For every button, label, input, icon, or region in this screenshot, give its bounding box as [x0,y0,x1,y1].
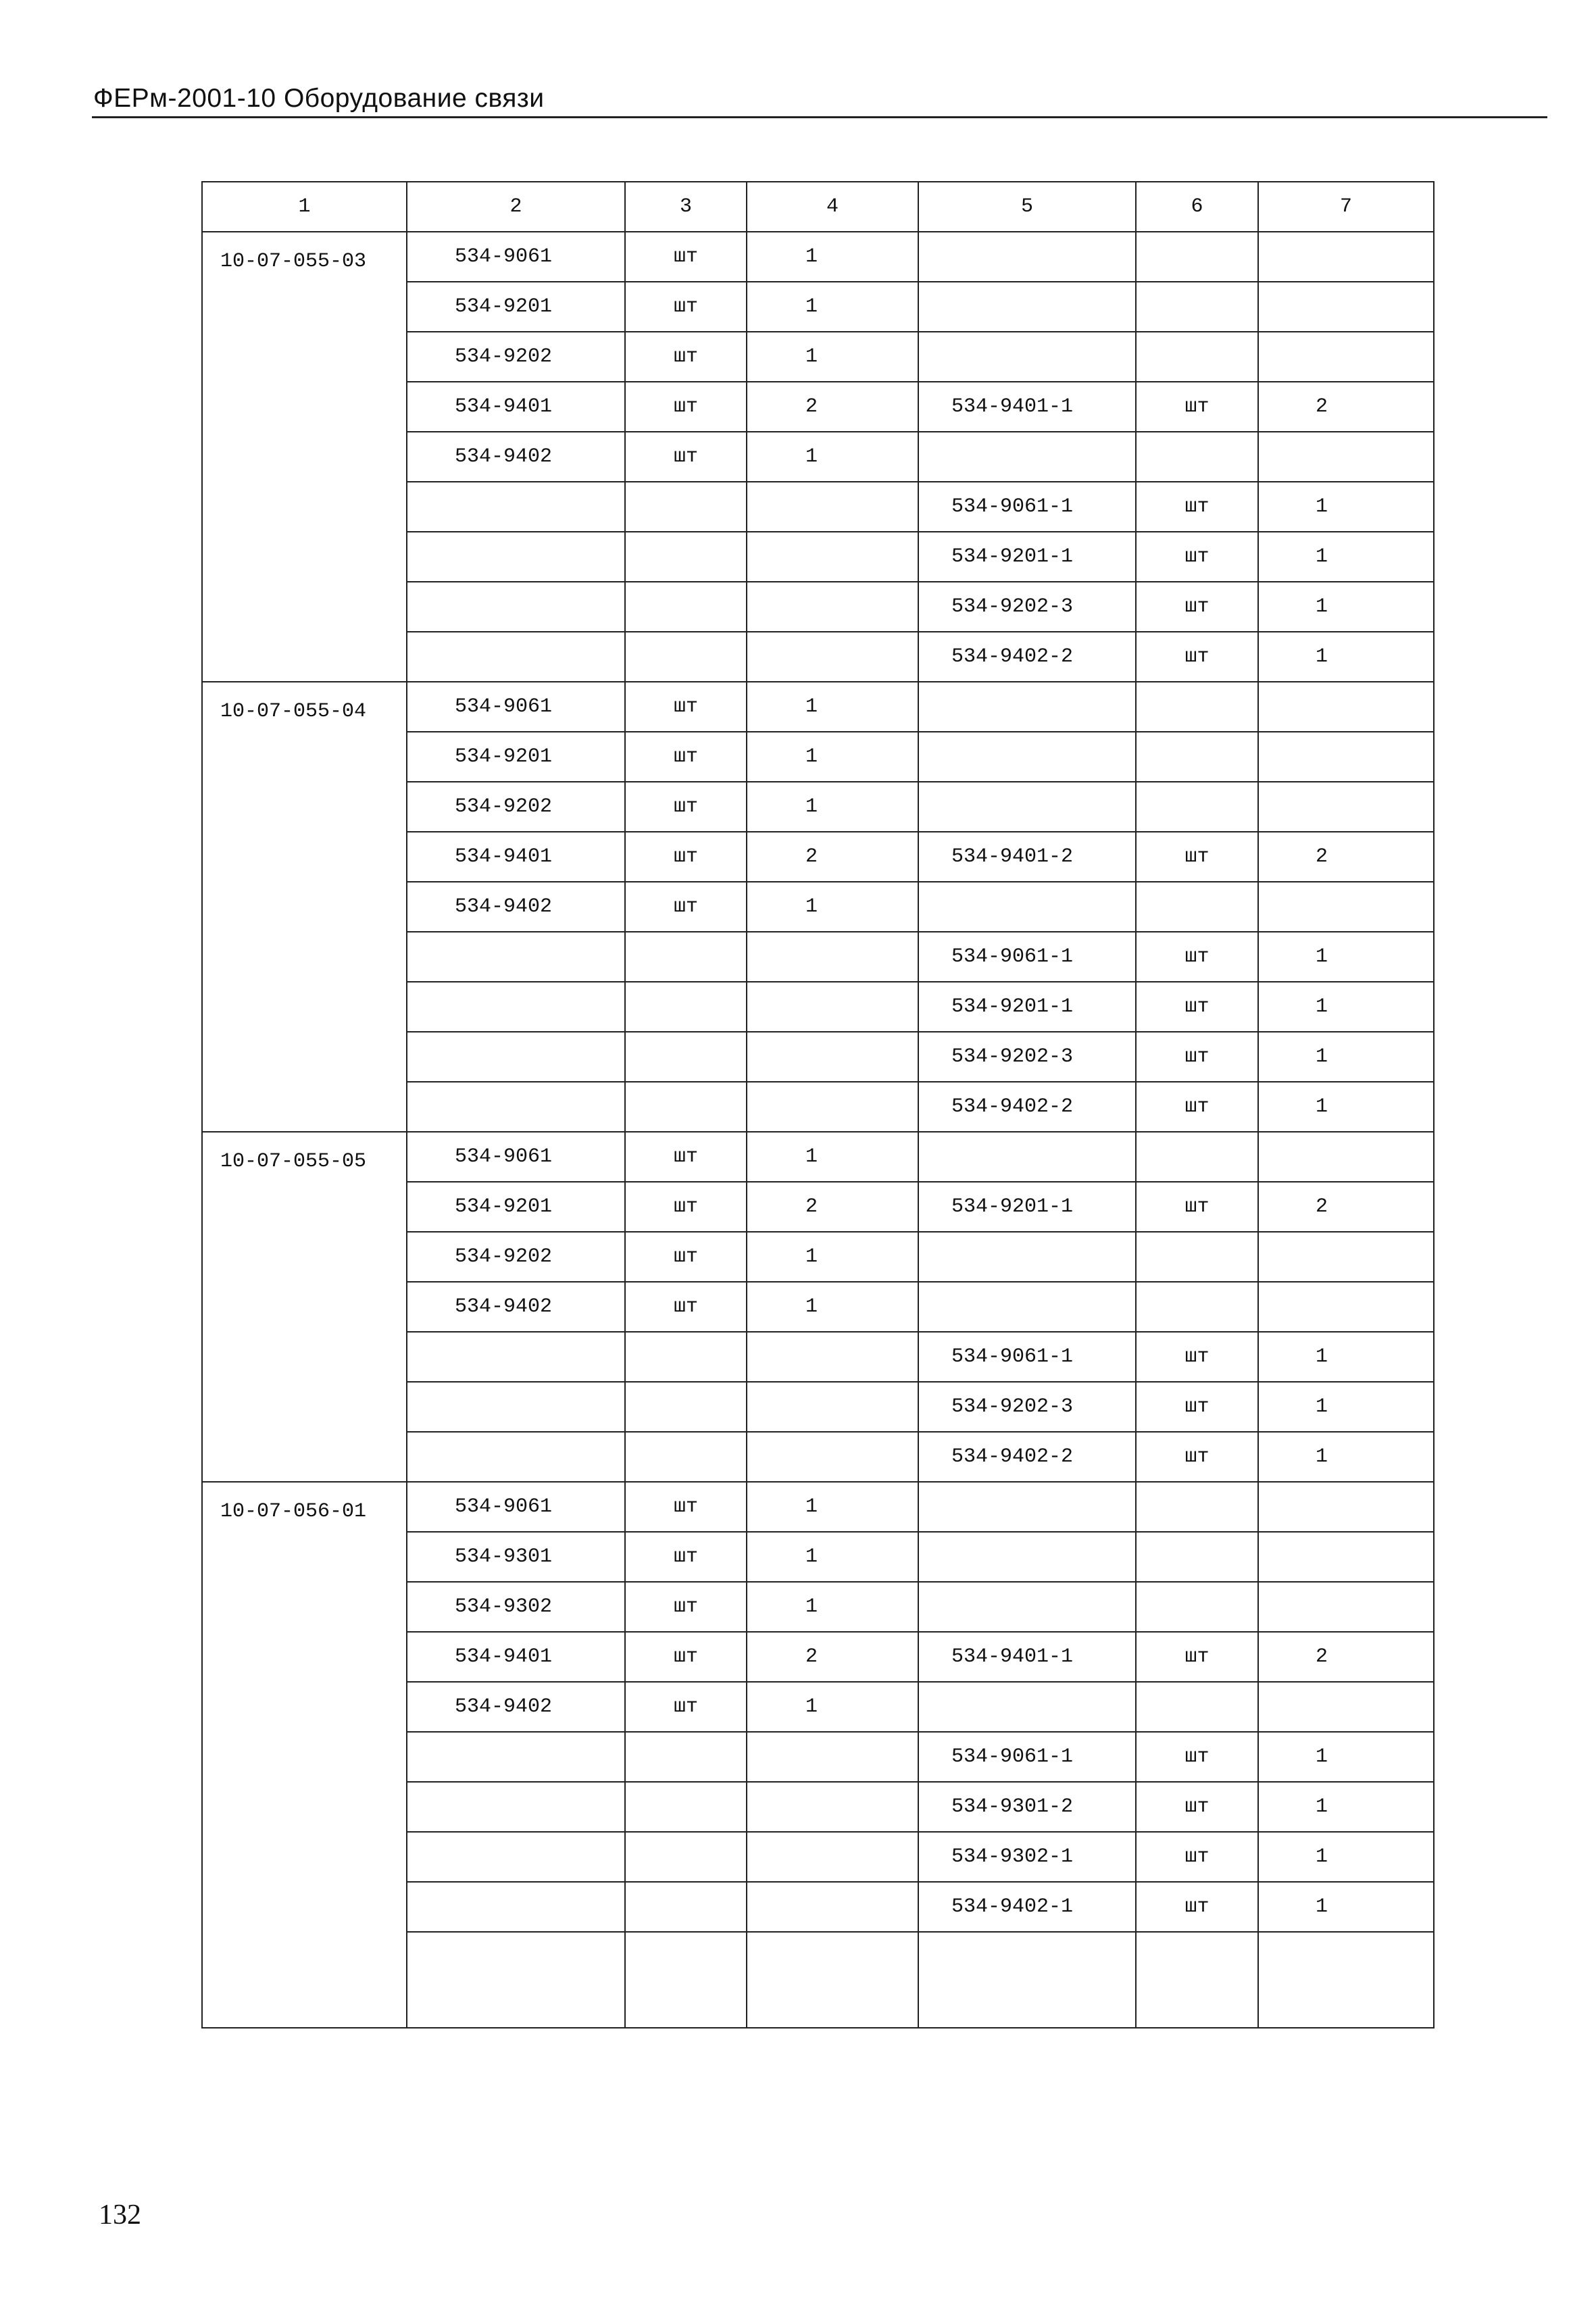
resource-code-cell: 534-9301 [407,1532,625,1582]
replacement-unit-cell: шт [1136,1632,1258,1682]
replacement-quantity-cell [1258,782,1434,832]
replacement-unit-cell: шт [1136,1382,1258,1432]
replacement-unit-cell: шт [1136,1032,1258,1082]
empty-cell [747,1932,918,2028]
replacement-unit-cell: шт [1136,1082,1258,1132]
quantity-cell: 2 [747,832,918,882]
resource-code-cell [407,1832,625,1882]
quantity-cell [747,632,918,682]
quantity-cell: 1 [747,1582,918,1632]
replacement-quantity-cell [1258,732,1434,782]
specification-table [201,181,1435,2028]
replacement-unit-cell: шт [1136,532,1258,582]
replacement-code-cell [918,1232,1136,1282]
quantity-cell [747,1382,918,1432]
unit-cell [625,1732,747,1782]
resource-code-cell: 534-9401 [407,832,625,882]
replacement-quantity-cell: 1 [1258,1882,1434,1932]
resource-code-cell [407,1032,625,1082]
replacement-quantity-cell [1258,282,1434,332]
replacement-code-cell: 534-9202-3 [918,1032,1136,1082]
replacement-quantity-cell [1258,682,1434,732]
column-number-row [202,182,1434,232]
quantity-cell [747,1432,918,1482]
replacement-quantity-cell: 1 [1258,1782,1434,1832]
replacement-quantity-cell [1258,1582,1434,1632]
replacement-code-cell [918,232,1136,282]
unit-cell: шт [625,1682,747,1732]
empty-cell [407,1932,625,2028]
resource-code-cell: 534-9061 [407,1132,625,1182]
replacement-quantity-cell: 1 [1258,932,1434,982]
column-header: 5 [918,182,1136,232]
resource-code-cell [407,1882,625,1932]
replacement-code-cell [918,332,1136,382]
quantity-cell: 1 [747,432,918,482]
unit-cell [625,1382,747,1432]
column-header: 3 [625,182,747,232]
resource-code-cell [407,1432,625,1482]
column-header: 4 [747,182,918,232]
replacement-code-cell: 534-9061-1 [918,932,1136,982]
resource-code-cell [407,1082,625,1132]
replacement-quantity-cell: 2 [1258,832,1434,882]
resource-code-cell [407,932,625,982]
unit-cell [625,582,747,632]
unit-cell: шт [625,1482,747,1532]
empty-cell [1258,1932,1434,2028]
unit-cell: шт [625,1232,747,1282]
replacement-unit-cell: шт [1136,1332,1258,1382]
replacement-code-cell: 534-9302-1 [918,1832,1136,1882]
replacement-quantity-cell: 1 [1258,582,1434,632]
replacement-unit-cell [1136,1282,1258,1332]
unit-cell: шт [625,382,747,432]
replacement-unit-cell [1136,1482,1258,1532]
unit-cell [625,1432,747,1482]
unit-cell [625,932,747,982]
unit-cell [625,532,747,582]
replacement-code-cell: 534-9301-2 [918,1782,1136,1832]
quantity-cell: 1 [747,282,918,332]
replacement-code-cell: 534-9202-3 [918,1382,1136,1432]
resource-code-cell: 534-9402 [407,432,625,482]
resource-code-cell: 534-9401 [407,1632,625,1682]
replacement-code-cell: 534-9201-1 [918,1182,1136,1232]
unit-cell: шт [625,782,747,832]
replacement-code-cell: 534-9402-2 [918,632,1136,682]
unit-cell: шт [625,332,747,382]
quantity-cell [747,532,918,582]
quantity-cell [747,1832,918,1882]
quantity-cell [747,1882,918,1932]
replacement-unit-cell [1136,1582,1258,1632]
resource-code-cell [407,1382,625,1432]
resource-code-cell: 534-9401 [407,382,625,432]
page-header: ФЕРм-2001-10 Оборудование связи [93,84,545,113]
resource-code-cell [407,1732,625,1782]
resource-code-cell: 534-9402 [407,1682,625,1732]
resource-code-cell: 534-9202 [407,332,625,382]
unit-cell: шт [625,732,747,782]
unit-cell: шт [625,1532,747,1582]
replacement-code-cell [918,682,1136,732]
replacement-code-cell: 534-9061-1 [918,1332,1136,1382]
page-number: 132 [99,2199,141,2231]
replacement-quantity-cell: 1 [1258,1832,1434,1882]
table-row [202,1482,1434,1532]
replacement-quantity-cell [1258,1282,1434,1332]
replacement-code-cell [918,732,1136,782]
replacement-unit-cell: шт [1136,382,1258,432]
resource-code-cell: 534-9201 [407,1182,625,1232]
unit-cell: шт [625,1282,747,1332]
resource-code-cell [407,582,625,632]
replacement-code-cell: 534-9401-2 [918,832,1136,882]
replacement-unit-cell: шт [1136,482,1258,532]
replacement-quantity-cell [1258,1682,1434,1732]
replacement-unit-cell [1136,732,1258,782]
unit-cell: шт [625,232,747,282]
replacement-quantity-cell: 2 [1258,1632,1434,1682]
replacement-quantity-cell: 1 [1258,482,1434,532]
replacement-quantity-cell [1258,1132,1434,1182]
replacement-unit-cell [1136,682,1258,732]
unit-cell [625,1032,747,1082]
table-row [202,1132,1434,1182]
quantity-cell: 1 [747,1282,918,1332]
quantity-cell [747,582,918,632]
replacement-quantity-cell: 1 [1258,1332,1434,1382]
replacement-quantity-cell: 2 [1258,1182,1434,1232]
replacement-unit-cell: шт [1136,1182,1258,1232]
replacement-code-cell [918,1282,1136,1332]
unit-cell: шт [625,1132,747,1182]
resource-code-cell: 534-9201 [407,732,625,782]
header-rule [92,116,1547,118]
column-header: 1 [202,182,407,232]
replacement-unit-cell [1136,882,1258,932]
rate-code-cell: 10-07-055-03 [202,232,407,682]
replacement-quantity-cell: 1 [1258,1382,1434,1432]
replacement-code-cell: 534-9401-1 [918,382,1136,432]
resource-code-cell: 534-9202 [407,1232,625,1282]
replacement-code-cell [918,1132,1136,1182]
replacement-quantity-cell: 1 [1258,1082,1434,1132]
rate-code-cell: 10-07-056-01 [202,1482,407,2028]
resource-code-cell: 534-9201 [407,282,625,332]
replacement-code-cell [918,282,1136,332]
replacement-unit-cell [1136,1682,1258,1732]
resource-code-cell: 534-9402 [407,1282,625,1332]
table-body [202,232,1434,2028]
unit-cell [625,1782,747,1832]
unit-cell [625,1332,747,1382]
replacement-quantity-cell: 1 [1258,982,1434,1032]
replacement-code-cell: 534-9202-3 [918,582,1136,632]
replacement-code-cell [918,1532,1136,1582]
replacement-unit-cell [1136,1232,1258,1282]
replacement-unit-cell [1136,1132,1258,1182]
replacement-unit-cell: шт [1136,932,1258,982]
quantity-cell [747,1082,918,1132]
replacement-quantity-cell: 1 [1258,1732,1434,1782]
replacement-quantity-cell: 1 [1258,1032,1434,1082]
quantity-cell: 2 [747,1632,918,1682]
resource-code-cell: 534-9302 [407,1582,625,1632]
unit-cell: шт [625,432,747,482]
unit-cell [625,982,747,1032]
table-row [202,232,1434,282]
quantity-cell [747,1782,918,1832]
resource-code-cell [407,982,625,1032]
resource-code-cell: 534-9202 [407,782,625,832]
replacement-code-cell: 534-9201-1 [918,982,1136,1032]
empty-cell [918,1932,1136,2028]
quantity-cell [747,482,918,532]
quantity-cell: 1 [747,782,918,832]
replacement-quantity-cell [1258,1482,1434,1532]
unit-cell: шт [625,1182,747,1232]
rate-code-cell: 10-07-055-05 [202,1132,407,1482]
resource-code-cell [407,482,625,532]
replacement-unit-cell [1136,232,1258,282]
unit-cell: шт [625,832,747,882]
unit-cell [625,1882,747,1932]
quantity-cell: 1 [747,1132,918,1182]
resource-code-cell [407,532,625,582]
resource-code-cell [407,632,625,682]
unit-cell [625,1832,747,1882]
replacement-unit-cell: шт [1136,1782,1258,1832]
unit-cell [625,1082,747,1132]
column-header: 2 [407,182,625,232]
replacement-quantity-cell: 1 [1258,532,1434,582]
replacement-unit-cell: шт [1136,1882,1258,1932]
quantity-cell [747,982,918,1032]
quantity-cell: 1 [747,1232,918,1282]
quantity-cell: 2 [747,382,918,432]
replacement-quantity-cell [1258,432,1434,482]
replacement-unit-cell [1136,282,1258,332]
replacement-quantity-cell [1258,1232,1434,1282]
replacement-quantity-cell [1258,1532,1434,1582]
column-header: 7 [1258,182,1434,232]
empty-cell [1136,1932,1258,2028]
replacement-unit-cell: шт [1136,632,1258,682]
unit-cell [625,482,747,532]
replacement-quantity-cell: 1 [1258,632,1434,682]
replacement-code-cell: 534-9402-2 [918,1432,1136,1482]
replacement-quantity-cell [1258,882,1434,932]
replacement-quantity-cell: 2 [1258,382,1434,432]
quantity-cell: 1 [747,1532,918,1582]
resource-code-cell: 534-9061 [407,682,625,732]
replacement-unit-cell: шт [1136,1732,1258,1782]
resource-code-cell: 534-9402 [407,882,625,932]
replacement-unit-cell: шт [1136,582,1258,632]
replacement-unit-cell: шт [1136,982,1258,1032]
quantity-cell: 1 [747,732,918,782]
replacement-unit-cell [1136,332,1258,382]
unit-cell [625,632,747,682]
quantity-cell [747,1732,918,1782]
column-header: 6 [1136,182,1258,232]
replacement-unit-cell [1136,782,1258,832]
quantity-cell: 1 [747,682,918,732]
quantity-cell: 1 [747,1682,918,1732]
resource-code-cell [407,1332,625,1382]
rate-code-cell: 10-07-055-04 [202,682,407,1132]
unit-cell: шт [625,1582,747,1632]
replacement-quantity-cell [1258,332,1434,382]
replacement-code-cell: 534-9402-2 [918,1082,1136,1132]
quantity-cell: 2 [747,1182,918,1232]
quantity-cell: 1 [747,332,918,382]
replacement-code-cell [918,782,1136,832]
quantity-cell: 1 [747,232,918,282]
replacement-code-cell [918,432,1136,482]
unit-cell: шт [625,1632,747,1682]
replacement-code-cell: 534-9401-1 [918,1632,1136,1682]
replacement-code-cell [918,1682,1136,1732]
replacement-unit-cell: шт [1136,832,1258,882]
quantity-cell: 1 [747,1482,918,1532]
unit-cell: шт [625,882,747,932]
resource-code-cell: 534-9061 [407,1482,625,1532]
replacement-code-cell: 534-9201-1 [918,532,1136,582]
replacement-unit-cell: шт [1136,1432,1258,1482]
replacement-code-cell: 534-9402-1 [918,1882,1136,1932]
replacement-unit-cell [1136,432,1258,482]
replacement-unit-cell [1136,1532,1258,1582]
replacement-quantity-cell [1258,232,1434,282]
replacement-code-cell: 534-9061-1 [918,1732,1136,1782]
quantity-cell: 1 [747,882,918,932]
unit-cell: шт [625,682,747,732]
quantity-cell [747,1032,918,1082]
resource-code-cell: 534-9061 [407,232,625,282]
unit-cell: шт [625,282,747,332]
quantity-cell [747,932,918,982]
replacement-unit-cell: шт [1136,1832,1258,1882]
table-row [202,682,1434,732]
replacement-quantity-cell: 1 [1258,1432,1434,1482]
replacement-code-cell [918,1582,1136,1632]
empty-cell [625,1932,747,2028]
replacement-code-cell: 534-9061-1 [918,482,1136,532]
replacement-code-cell [918,1482,1136,1532]
resource-code-cell [407,1782,625,1832]
quantity-cell [747,1332,918,1382]
replacement-code-cell [918,882,1136,932]
